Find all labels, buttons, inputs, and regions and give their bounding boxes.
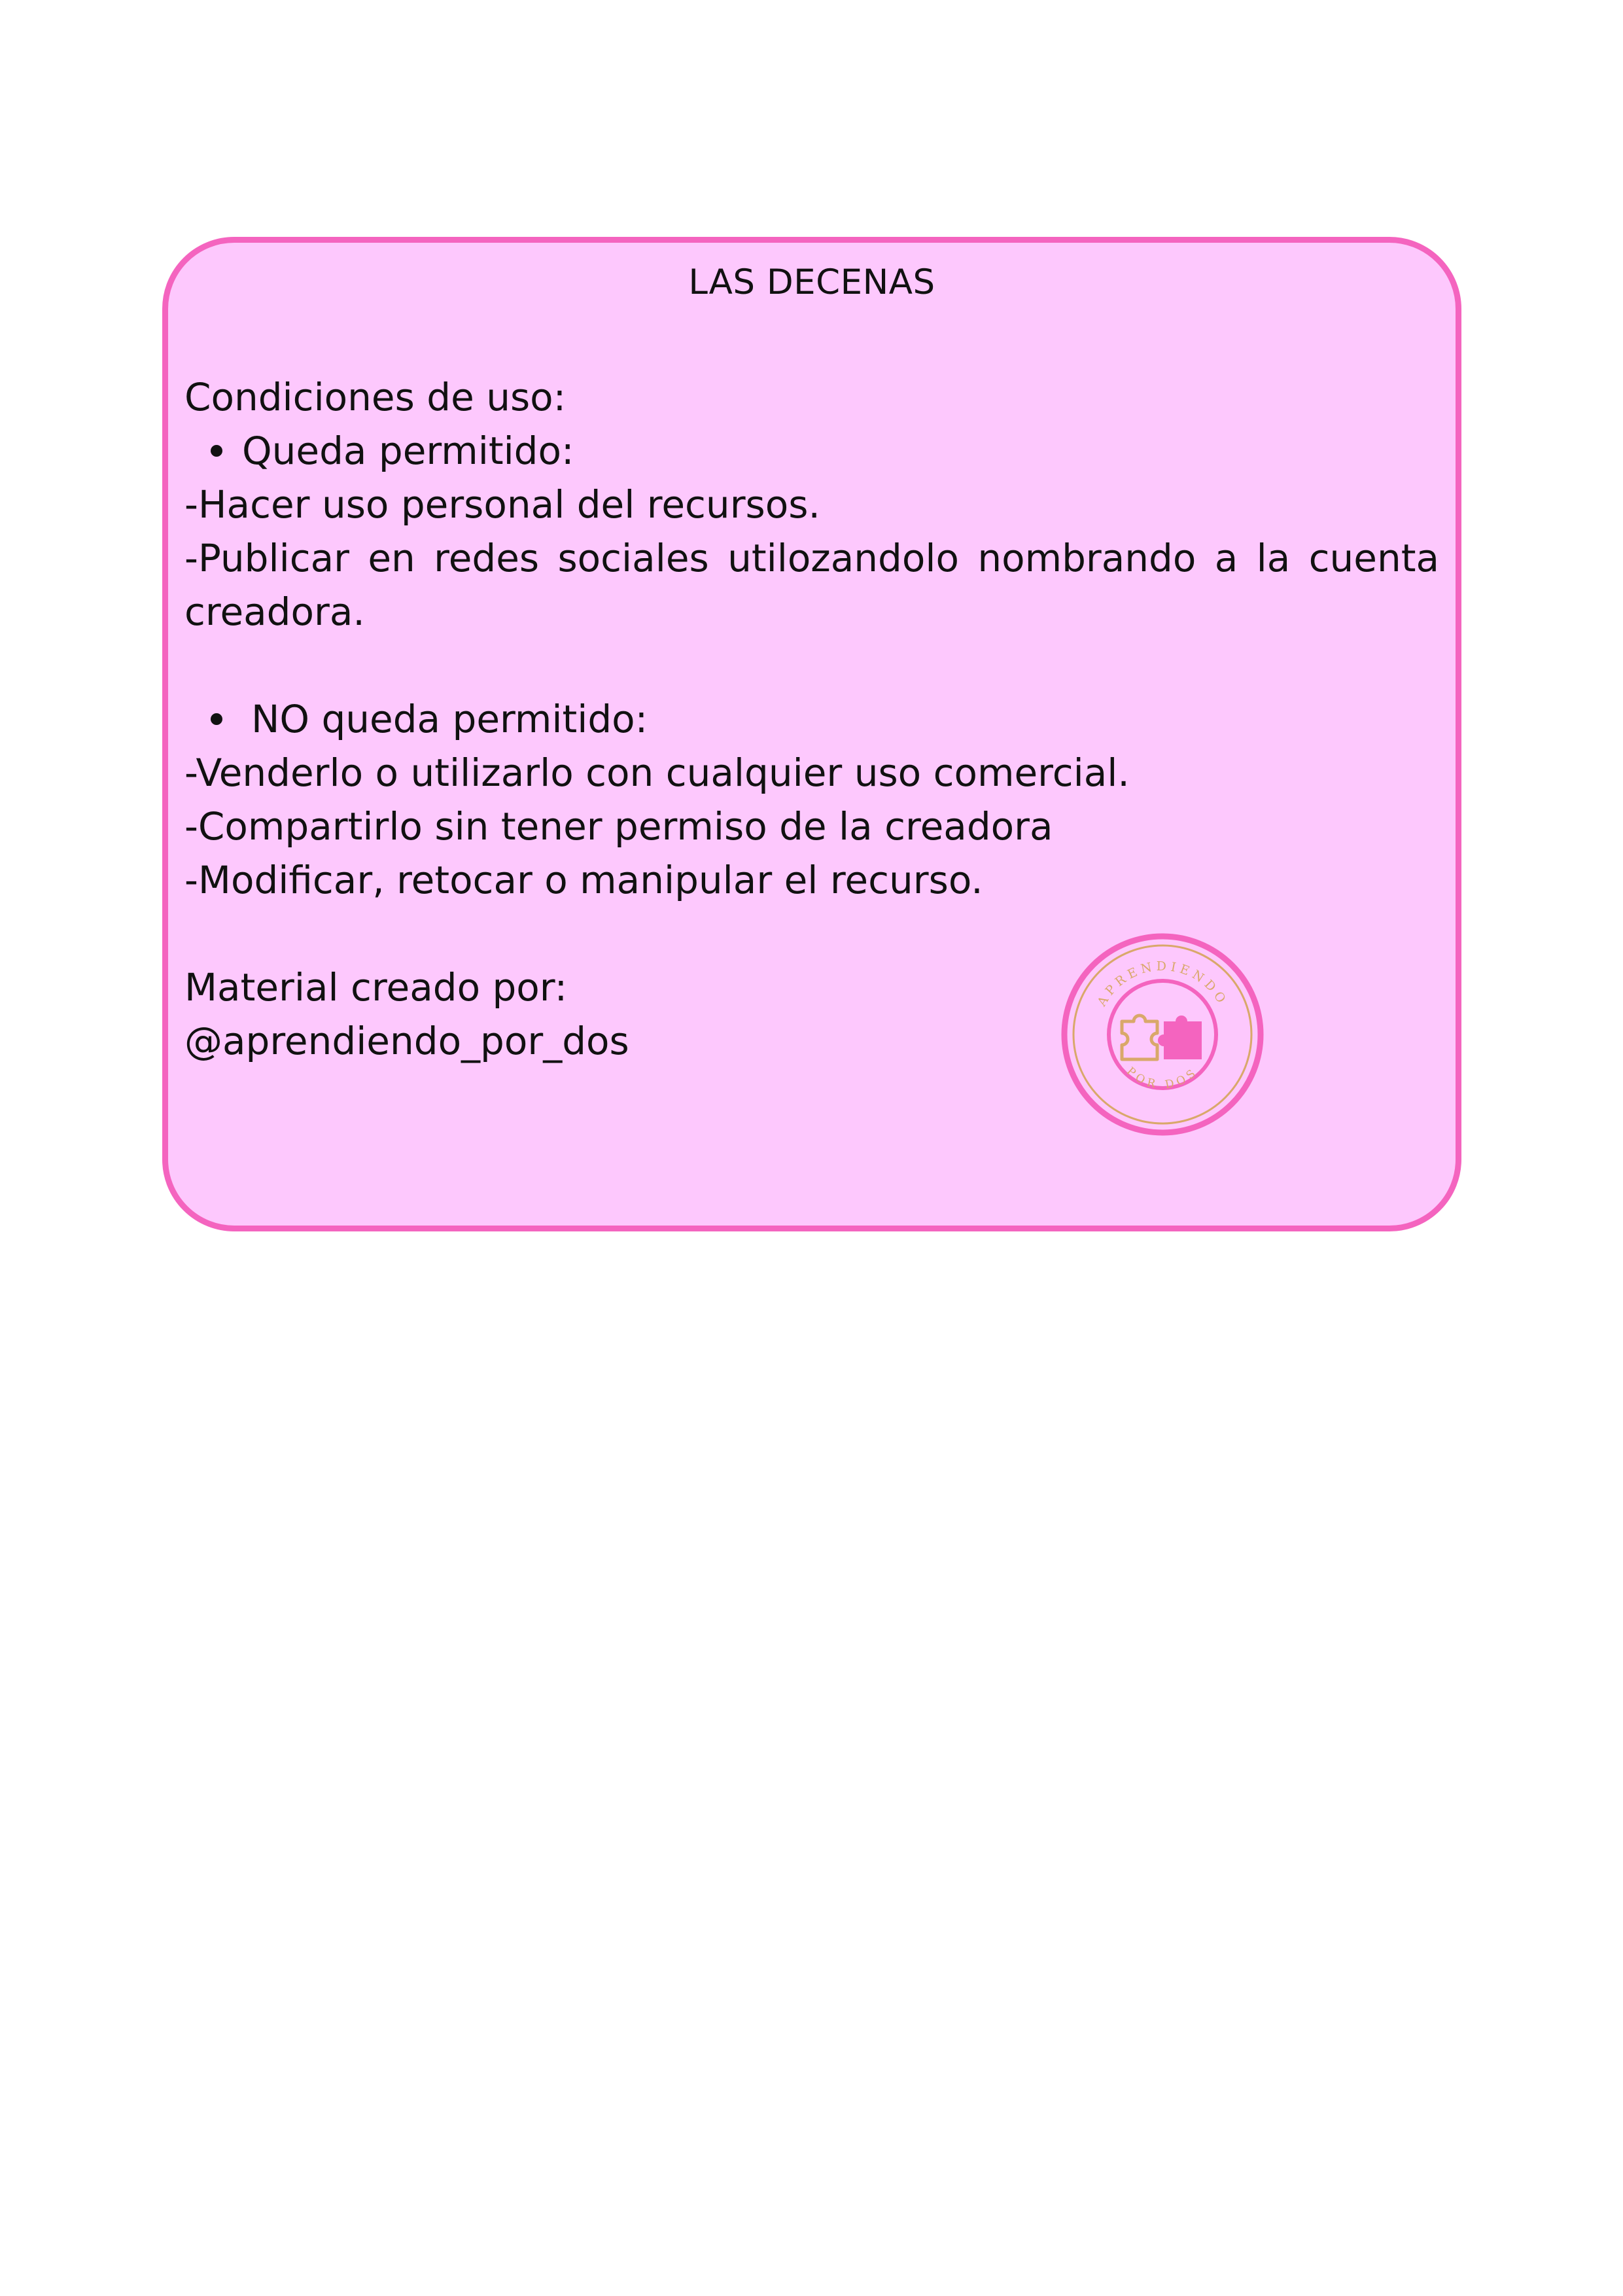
bullet-icon [211,445,222,457]
allowed-heading-row [184,424,1439,478]
spacer [184,639,1439,692]
allowed-heading: Queda permitido: [242,429,574,473]
bullet-icon [211,713,222,725]
allowed-item: -Publicar en redes sociales utilozandolo nombrando a la cuenta creadora. [184,536,1439,634]
not-allowed-heading-row [184,692,1439,746]
credit-handle: @aprendiendo_por_dos [184,1019,629,1063]
seal-bottom-text: POR DOS [1123,1065,1202,1092]
seal-top-text: APRENDIENDO [1094,959,1230,1009]
aprendiendo-por-dos-seal-logo [1058,930,1267,1139]
credit-label: Material creado por: [184,965,568,1010]
terms-card [162,237,1461,1231]
not-allowed-heading: NO queda permitido: [251,697,648,741]
not-allowed-item: -Modificar, retocar o manipular el recurso. [184,858,983,902]
not-allowed-item: -Compartirlo sin tener permiso de la creadora [184,804,1053,849]
conditions-heading: Condiciones de uso: [184,375,567,419]
not-allowed-item: -Venderlo o utilizarlo con cualquier uso comercial. [184,751,1130,795]
allowed-item: -Hacer uso personal del recursos. [184,482,820,527]
document-title: LAS DECENAS [688,262,935,302]
